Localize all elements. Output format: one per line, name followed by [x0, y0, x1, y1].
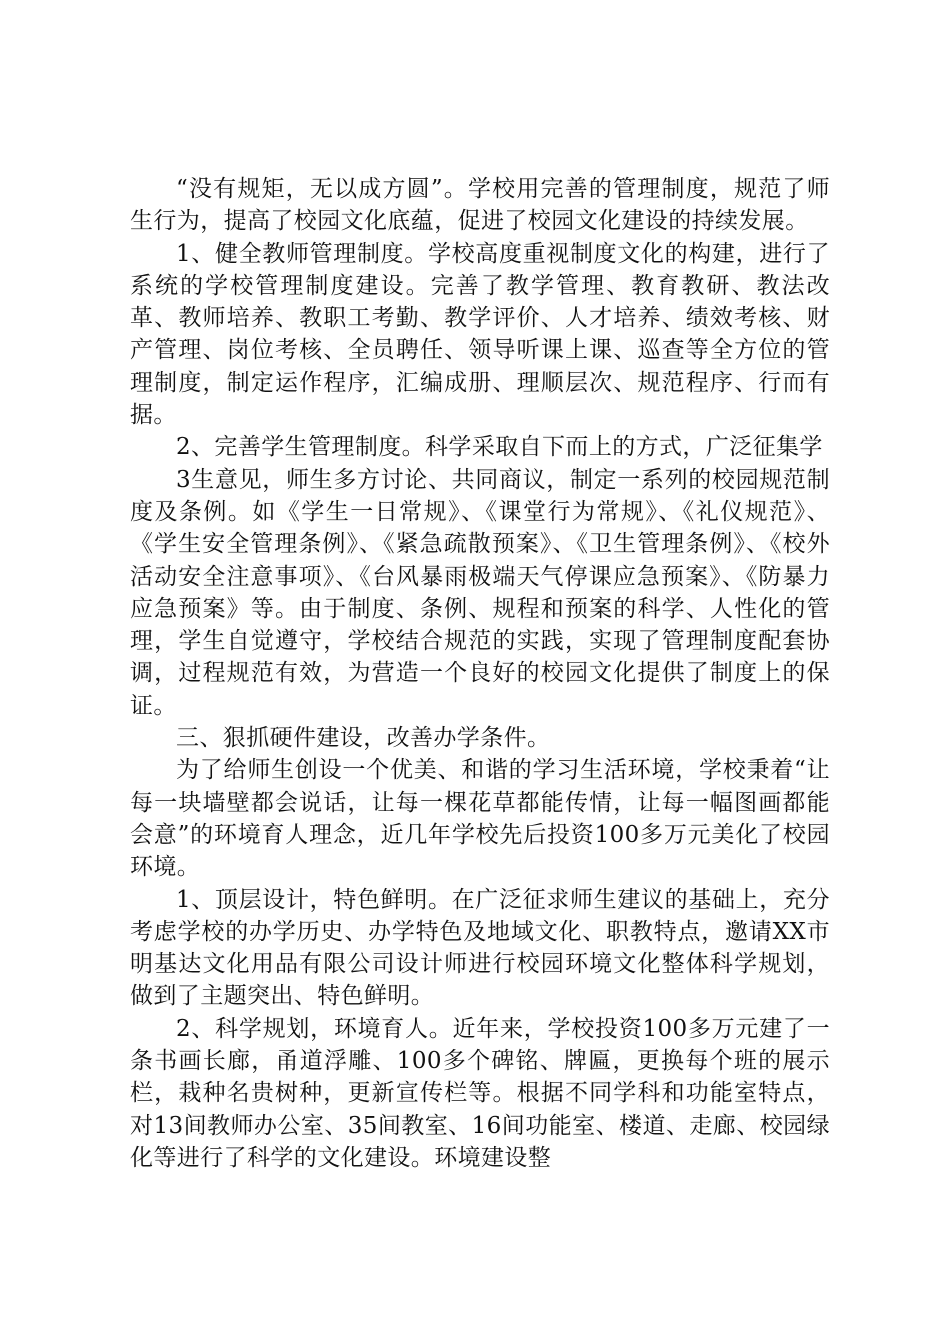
paragraph-intro: “没有规矩，无以成方圆”。学校用完善的管理制度，规范了师生行为，提高了校园文化底蕴，促进了校园文化建设的持续发展。 [130, 176, 830, 235]
paragraph-student-management: 2、完善学生管理制度。科学采取自下而上的方式，广泛征集学 [176, 434, 823, 461]
section-heading-hardware: 三、狠抓硬件建设，改善办学条件。 [176, 725, 551, 752]
body-text [130, 173, 830, 1174]
paragraph-teacher-management: 1、健全教师管理制度。学校高度重视制度文化的构建，进行了系统的学校管理制度建设。完善了教学管理、教育教研、教法改革、教师培养、教职工考勤、教学评价、人才培养、绩效考核、财产管理、岗位考核、全员聘任、领导听课上课、巡查等全方位的管理制度，制定运作程序，汇编成册、理顺层次、规范程序、行而有据。 [130, 240, 830, 429]
paragraph-top-design: 1、顶层设计，特色鲜明。在广泛征求师生建议的基础上，充分考虑学校的办学历史、办学特色及地域文化、职教特点，邀请XX市明基达文化用品有限公司设计师进行校园环境文化整体科学规划，做到了主题突出、特色鲜明。 [130, 886, 830, 1010]
paragraph-student-rules: 3生意见，师生多方讨论、共同商议，制定一系列的校园规范制度及条例。如《学生一日常规》、《课堂行为常规》、《礼仪规范》、《学生安全管理条例》、《紧急疏散预案》、《卫生管理条例》、《校外活动安全注意事项》、《台风暴雨极端天气停课应急预案》、《防暴力应急预案》等。由于制度、条例、规程和预案的科学、人性化的管理，学生自觉遵守，学校结合规范的实践，实现了管理制度配套协调，过程规范有效，为营造一个良好的校园文化提供了制度上的保证。 [130, 466, 830, 719]
paragraph-environment: 为了给师生创设一个优美、和谐的学习生活环境，学校秉着“让每一块墙壁都会说话，让每一棵花草都能传情，让每一幅图画都能会意”的环境育人理念，近几年学校先后投资100多万元美化了校园环境。 [130, 757, 830, 881]
paragraph-scientific-planning: 2、科学规划，环境育人。近年来，学校投资100多万元建了一条书画长廊，甬道浮雕、100多个碑铭、牌匾，更换每个班的展示栏，栽种名贵树种，更新宣传栏等。根据不同学科和功能室特点，对13间教师办公室、35间教室、16间功能室、楼道、走廊、校园绿化等进行了科学的文化建设。环境建设整 [130, 1015, 830, 1171]
